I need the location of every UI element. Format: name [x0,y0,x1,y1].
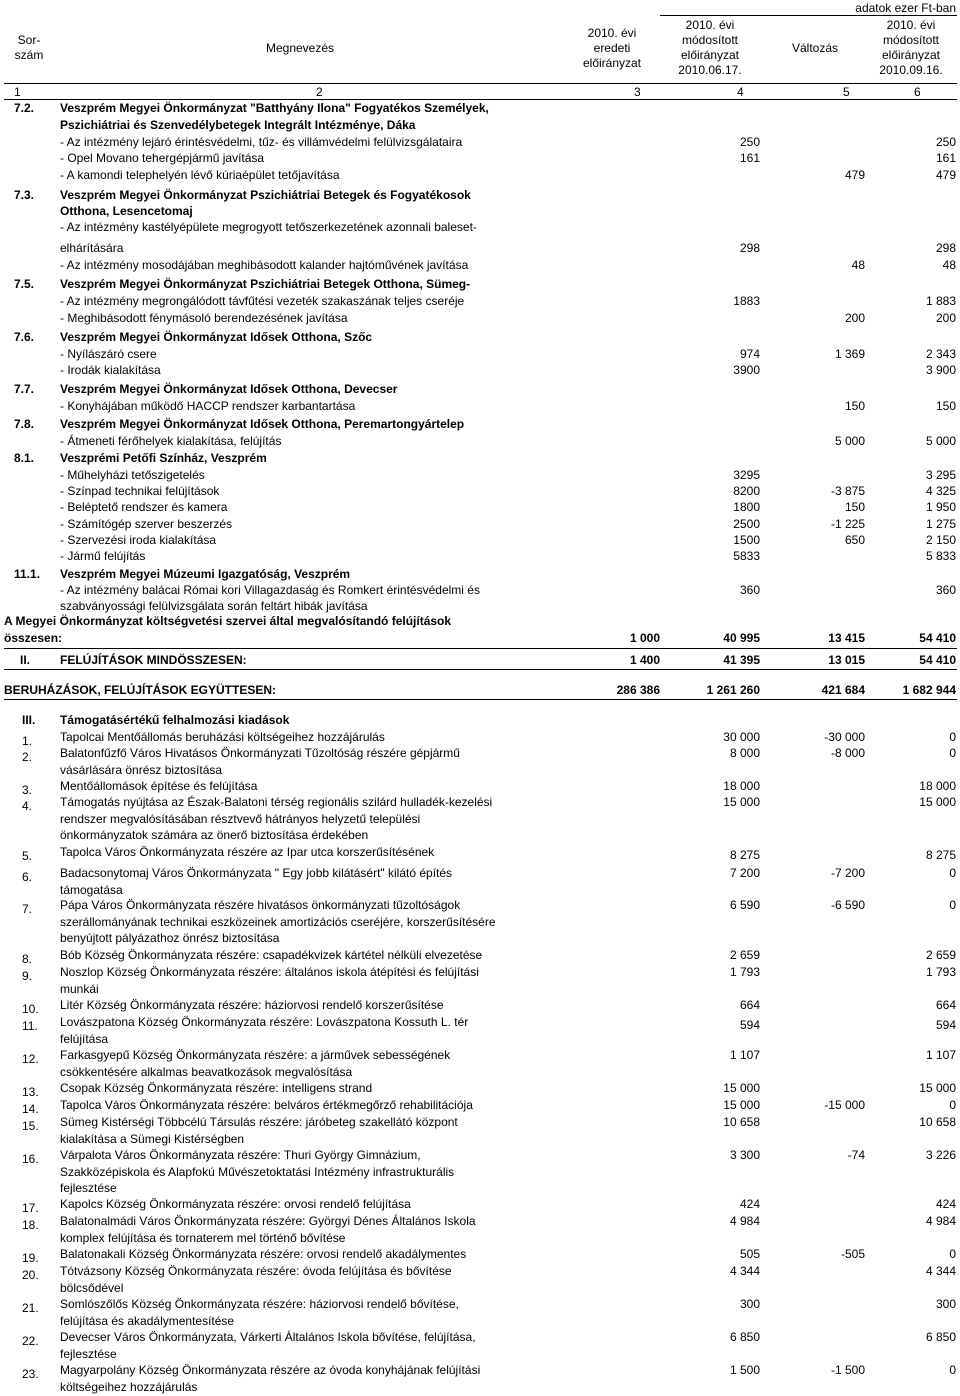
item-description: bölcsődével [60,1280,124,1295]
item-number: 6. [22,870,33,884]
value-modositott-2: 48 [942,258,956,272]
value-modositott-2: 479 [935,168,956,182]
item-description: Várpalota Város Önkormányzata részére: Thuri György Gimnázium, [60,1148,421,1162]
row-number: 7.2. [14,101,35,115]
item-description: vásárlására önrész biztosítása [60,762,223,777]
item-description: - Irodák kialakítása [60,363,161,377]
item-value-modositott-2: 4 344 [925,1264,956,1278]
item-value-modositott-1: 8 275 [729,848,760,862]
item-description: - Szervezési iroda kialakítása [60,533,217,547]
item-description: Devecser Város Önkormányzata, Várkerti Általános Iskola bővítése, felújítása, [60,1330,476,1344]
value-modositott-1: 1500 [733,533,760,547]
item-value-modositott-1: 8 000 [729,746,760,760]
item-number: 3. [22,783,33,797]
item-number: 12. [22,1052,39,1066]
item-description: Lovászpatona Község Önkormányzata részére: Lovászpatona Kossuth L. tér [60,1015,469,1029]
item-description: Tapolca Város Önkormányzata részére: belváros értékmegőrző rehabilitációja [60,1098,473,1112]
value-modositott-1: 360 [739,583,760,597]
item-description: Tapolca Város Önkormányzata részére az Ipar utca korszerűsítésének [60,845,435,859]
item-number: 22. [22,1334,39,1348]
item-value-modositott-1: 505 [739,1247,760,1261]
item-value-modositott-1: 6 590 [729,898,760,912]
item-value-modositott-1: 30 000 [723,730,760,744]
total-ii-number: II. [20,653,31,667]
item-value-modositott-2: 1 107 [925,1048,956,1062]
item-number: 15. [22,1119,39,1133]
row-number: 7.3. [14,188,35,202]
item-value-modositott-2: 594 [935,1018,956,1032]
header-sorszam: Sor- szám [14,33,44,62]
value-valtozas: -3 875 [830,484,865,498]
item-description: Litér Község Önkormányzata részére: háziorvosi rendelő korszerűsítése [60,998,444,1012]
item-description: Magyarpolány Község Önkormányzata részére az óvoda konyhájának felújítási [60,1363,481,1377]
value-modositott-2: 1 883 [925,294,956,308]
value-valtozas: 650 [844,533,865,547]
item-value-valtozas: -74 [847,1148,865,1162]
column-number: 4 [737,85,744,99]
item-value-modositott-2: 15 000 [919,1081,956,1095]
item-description: Támogatás nyújtása az Észak-Balatoni térség regionális szilárd hulladék-kezelési [60,795,493,809]
item-description: Sümeg Kistérségi Többcélú Társulás részére: járóbeteg szakellátó központ [60,1115,458,1129]
item-description: fejlesztése [60,1181,117,1195]
item-description: Szakközépiskola és Alapfokú Művészetoktatási Intézmény infrastrukturális [60,1164,455,1179]
item-description: felújítása [60,1031,109,1046]
item-description: önkormányzatok számára az önerő biztosítása érdekében [60,828,369,842]
item-value-modositott-1: 664 [739,998,760,1012]
header-eredeti: 2010. évi eredeti előirányzat [582,26,642,70]
item-description: - A kamondi telephelyén lévő kúriaépület tetőjavítása [60,168,340,182]
item-value-modositott-2: 0 [949,1363,956,1377]
item-description: támogatása [60,882,123,897]
item-description: - Műhelyházi tetőszigetelés [60,468,205,482]
value-modositott-1: 250 [739,135,760,149]
rule-line [4,83,957,84]
value-modositott-2: 298 [935,241,956,255]
item-value-modositott-2: 0 [949,746,956,760]
section-iii-number: III. [22,713,36,727]
item-value-modositott-2: 424 [935,1197,956,1211]
institution-heading: Veszprém Megyei Önkormányzat Idősek Otthona, Peremartongyártelep [60,417,465,431]
institution-heading: Veszprém Megyei Múzeumi Igazgatóság, Veszprém [60,567,351,581]
item-description: Badacsonytomaj Város Önkormányzata " Egy jobb kilátásért" kilátó építés [60,866,453,880]
item-value-modositott-2: 0 [949,730,956,744]
item-value-modositott-2: 18 000 [919,779,956,793]
item-value-modositott-2: 10 658 [919,1115,956,1129]
item-description: szabványossági felülvizsgálata során feltárt hibák javítása [60,599,368,613]
item-value-modositott-1: 3 300 [729,1148,760,1162]
item-number: 17. [22,1201,39,1215]
value-modositott-1: 298 [739,241,760,255]
item-value-modositott-1: 15 000 [723,1081,760,1095]
value-valtozas: 1 369 [834,347,865,361]
item-description: munkái [60,981,99,996]
item-description: fejlesztése [60,1346,117,1361]
item-value-modositott-2: 15 000 [919,795,956,809]
item-value-modositott-1: 424 [739,1197,760,1211]
summary-value: 40 995 [723,631,760,645]
item-value-modositott-1: 7 200 [729,866,760,880]
item-value-modositott-1: 4 344 [729,1264,760,1278]
value-modositott-1: 8200 [733,484,760,498]
item-value-modositott-2: 2 659 [925,948,956,962]
item-value-valtozas: -1 500 [830,1363,865,1377]
row-number: 7.7. [14,382,35,396]
item-number: 20. [22,1268,39,1282]
header-modositott-1: 2010. évi módosított előirányzat 2010.06.17. [678,18,742,77]
item-description: kialakítása a Sümegi Kistérségben [60,1131,245,1146]
value-modositott-1: 2500 [733,517,760,531]
row-number: 7.6. [14,330,35,344]
item-description: benyújtott pályázathoz önrész biztosítása [60,931,280,945]
item-number: 10. [22,1002,39,1016]
item-description: szerállományának technikai eszközeinek amortizációs cseréjére, korszerűsítésére [60,914,496,929]
value-valtozas: -1 225 [830,517,865,531]
value-modositott-2: 1 275 [925,517,956,531]
value-modositott-2: 5 833 [925,549,956,563]
summary-value: 13 415 [828,631,865,645]
item-description: - Számítógép szerver beszerzés [60,517,233,531]
unit-note: adatok ezer Ft-ban [855,1,956,15]
item-description: Bób Község Önkormányzata részére: csapadékvizek kártétel nélküli elvezetése [60,948,483,962]
value-modositott-2: 3 900 [925,363,956,377]
institution-heading: Veszprém Megyei Önkormányzat Idősek Otthona, Devecser [60,382,398,396]
value-valtozas: 48 [851,258,865,272]
total-all-label: BERUHÁZÁSOK, FELÚJÍTÁSOK EGYÜTTESEN: [4,683,277,697]
item-value-modositott-2: 0 [949,898,956,912]
item-number: 19. [22,1251,39,1265]
item-number: 21. [22,1301,39,1315]
rule-line [660,15,957,16]
item-description: költségeihez hozzájárulás [60,1379,198,1394]
item-description: Csopak Község Önkormányzata részére: intelligens strand [60,1081,373,1095]
item-description: - Az intézmény megrongálódott távfűtési vezeték szakaszának teljes cseréje [60,294,465,308]
item-description: - Az intézmény kastélyépülete megrogyott tetőszerkezetének azonnali baleset- [60,220,477,234]
item-number: 11. [22,1019,38,1033]
rule-line [4,648,957,649]
item-description: Balatonakali Község Önkormányzata részére: orvosi rendelő akadálymentes [60,1247,467,1261]
item-value-modositott-2: 300 [935,1297,956,1311]
item-value-modositott-1: 10 658 [723,1115,760,1129]
column-number: 1 [14,85,21,99]
item-description: - Jármű felújítás [60,549,146,563]
row-number: 8.1. [14,451,35,465]
item-description: Balatonalmádi Város Önkormányzata részére: Györgyi Dénes Általános Iskola [60,1214,476,1228]
item-description: Pápa Város Önkormányzata részére hivatásos önkormányzati tűzoltóságok [60,898,461,912]
rule-line [4,99,957,100]
item-number: 1. [22,734,33,748]
item-description: - Az intézmény balácai Római kori Villagazdaság és Romkert érintésvédelmi és [60,583,480,597]
item-value-modositott-1: 1 500 [729,1363,760,1377]
item-description: Mentőállomások építése és felújítása [60,779,258,793]
item-number: 8. [22,952,33,966]
item-description: - Meghibásodott fénymásoló berendezésének javítása [60,311,348,325]
item-value-valtozas: -15 000 [824,1098,865,1112]
item-description: rendszer megvalósításában résztvevő hátrányos helyzetű települési [60,811,421,826]
item-description: - Nyílászáró csere [60,347,157,361]
summary-value: 1 000 [629,631,660,645]
item-number: 18. [22,1218,39,1232]
item-value-modositott-2: 0 [949,1247,956,1261]
value-modositott-2: 2 343 [925,347,956,361]
row-number: 7.5. [14,277,35,291]
item-number: 9. [22,969,33,983]
item-description: elhárítására [60,241,124,255]
institution-heading: Otthona, Lesencetomaj [60,204,193,218]
value-modositott-1: 161 [739,151,760,165]
value-modositott-1: 3295 [733,468,760,482]
total-all-value: 1 261 260 [706,683,760,697]
header-modositott-2: 2010. évi módosított előirányzat 2010.09.16. [879,18,943,77]
item-description: Farkasgyepű Község Önkormányzata részére: a járművek sebességének [60,1048,451,1062]
value-modositott-2: 200 [935,311,956,325]
item-description: Noszlop Község Önkormányzata részére: általános iskola átépítési és felújítási [60,965,479,979]
value-valtozas: 150 [844,500,865,514]
item-description: - Beléptető rendszer és kamera [60,500,228,514]
institution-heading: Pszichiátriai és Szenvedélybetegek Integrált Intézménye, Dáka [60,118,416,132]
item-value-modositott-1: 594 [739,1018,760,1032]
item-description: Somlószőlős Község Önkormányzata részére: háziorvosi rendelő bővítése, [60,1297,459,1311]
header-megnevezes: Megnevezés [265,41,335,55]
total-all-value: 1 682 944 [902,683,956,697]
item-value-modositott-2: 6 850 [925,1330,956,1344]
item-number: 2. [22,750,33,764]
item-value-modositott-1: 15 000 [723,795,760,809]
total-ii-value: 41 395 [723,653,760,667]
total-ii-label: FELÚJÍTÁSOK MINDÖSSZESEN: [60,653,247,667]
value-modositott-2: 4 325 [925,484,956,498]
item-value-valtozas: -30 000 [824,730,865,744]
item-description: Balatonfűzfő Város Hivatásos Önkormányzati Tűzoltóság részére gépjármű [60,746,460,760]
item-value-modositott-2: 3 226 [925,1148,956,1162]
value-modositott-1: 5833 [733,549,760,563]
item-value-modositott-2: 8 275 [925,848,956,862]
value-modositott-2: 3 295 [925,468,956,482]
item-value-modositott-1: 18 000 [723,779,760,793]
item-description: komplex felújítása és tornaterem mel történő bővítése [60,1230,346,1245]
item-description: felújítása és akadálymentesítése [60,1313,235,1328]
item-description: Tapolcai Mentőállomás beruházási költségeihez hozzájárulás [60,730,385,744]
item-value-valtozas: -505 [840,1247,865,1261]
section-iii-label: Támogatásértékű felhalmozási kiadások [60,713,290,727]
item-number: 13. [22,1085,39,1099]
item-description: Tótvázsony Község Önkormányzata részére: óvoda felújítása és bővítése [60,1264,452,1278]
value-modositott-2: 1 950 [925,500,956,514]
item-value-modositott-2: 0 [949,866,956,880]
item-description: - Opel Movano tehergépjármű javítása [60,151,265,165]
value-modositott-2: 2 150 [925,533,956,547]
item-value-modositott-2: 1 793 [925,965,956,979]
value-valtozas: 479 [844,168,865,182]
item-value-modositott-1: 6 850 [729,1330,760,1344]
institution-heading: Veszprém Megyei Önkormányzat Pszichiátriai Betegek Otthona, Sümeg- [60,277,471,291]
item-value-modositott-2: 4 984 [925,1214,956,1228]
item-description: - Az intézmény mosodájában meghibásodott kalander hajtóművének javítása [60,258,469,272]
total-ii-value: 1 400 [629,653,660,667]
summary-value: 54 410 [919,631,956,645]
total-all-value: 421 684 [821,683,865,697]
value-modositott-2: 161 [935,151,956,165]
institution-heading: Veszprém Megyei Önkormányzat Idősek Otthona, Szőc [60,330,373,344]
item-description: - Az intézmény lejáró érintésvédelmi, tűz- és villámvédelmi felülvizsgálataira [60,135,463,149]
column-number: 6 [914,85,921,99]
value-modositott-1: 3900 [733,363,760,377]
column-number: 3 [634,85,641,99]
item-value-modositott-1: 15 000 [723,1098,760,1112]
value-valtozas: 5 000 [834,434,865,448]
item-value-valtozas: -6 590 [830,898,865,912]
value-modositott-2: 150 [935,399,956,413]
item-value-modositott-2: 664 [935,998,956,1012]
column-number: 5 [843,85,850,99]
institution-heading: Veszprém Megyei Önkormányzat "Batthyány Ilona" Fogyatékos Személyek, [60,101,489,115]
value-modositott-1: 1800 [733,500,760,514]
item-value-modositott-1: 4 984 [729,1214,760,1228]
item-description: - Átmeneti férőhelyek kialakítása, felújítás [60,434,282,448]
row-number: 7.8. [14,417,35,431]
summary-title: A Megyei Önkormányzat költségvetési szervei által megvalósítandó felújítások [4,614,452,628]
item-value-modositott-1: 1 107 [729,1048,760,1062]
row-number: 11.1. [14,567,41,581]
item-number: 5. [22,849,33,863]
value-modositott-1: 974 [739,347,760,361]
item-description: - Színpad technikai felújítások [60,484,220,498]
item-description: - Konyhájában működő HACCP rendszer karbantartása [60,399,356,413]
item-value-modositott-1: 300 [739,1297,760,1311]
value-modositott-2: 360 [935,583,956,597]
rule-line [4,699,957,700]
institution-heading: Veszprém Megyei Önkormányzat Pszichiátriai Betegek és Fogyatékosok [60,188,471,202]
total-ii-value: 54 410 [919,653,956,667]
header-valtozas: Változás [791,41,839,55]
item-number: 7. [22,902,33,916]
item-value-modositott-2: 0 [949,1098,956,1112]
item-number: 23. [22,1367,39,1381]
value-valtozas: 150 [844,399,865,413]
item-value-valtozas: -7 200 [830,866,865,880]
column-number: 2 [316,85,323,99]
item-number: 4. [22,799,33,813]
summary-label: összesen: [4,631,63,645]
value-modositott-2: 250 [935,135,956,149]
item-number: 16. [22,1152,39,1166]
total-ii-value: 13 015 [828,653,865,667]
item-value-modositott-1: 2 659 [729,948,760,962]
institution-heading: Veszprémi Petőfi Színház, Veszprém [60,451,267,465]
value-modositott-2: 5 000 [925,434,956,448]
item-number: 14. [22,1102,39,1116]
rule-line [4,669,957,670]
value-modositott-1: 1883 [733,294,760,308]
item-description: Kapolcs Község Önkormányzata részére: orvosi rendelő felújítása [60,1197,411,1211]
item-value-modositott-1: 1 793 [729,965,760,979]
item-description: csökkentésére alkalmas beavatkozások megvalósítása [60,1064,353,1079]
total-all-value: 286 386 [616,683,660,697]
value-valtozas: 200 [844,311,865,325]
item-value-valtozas: -8 000 [830,746,865,760]
